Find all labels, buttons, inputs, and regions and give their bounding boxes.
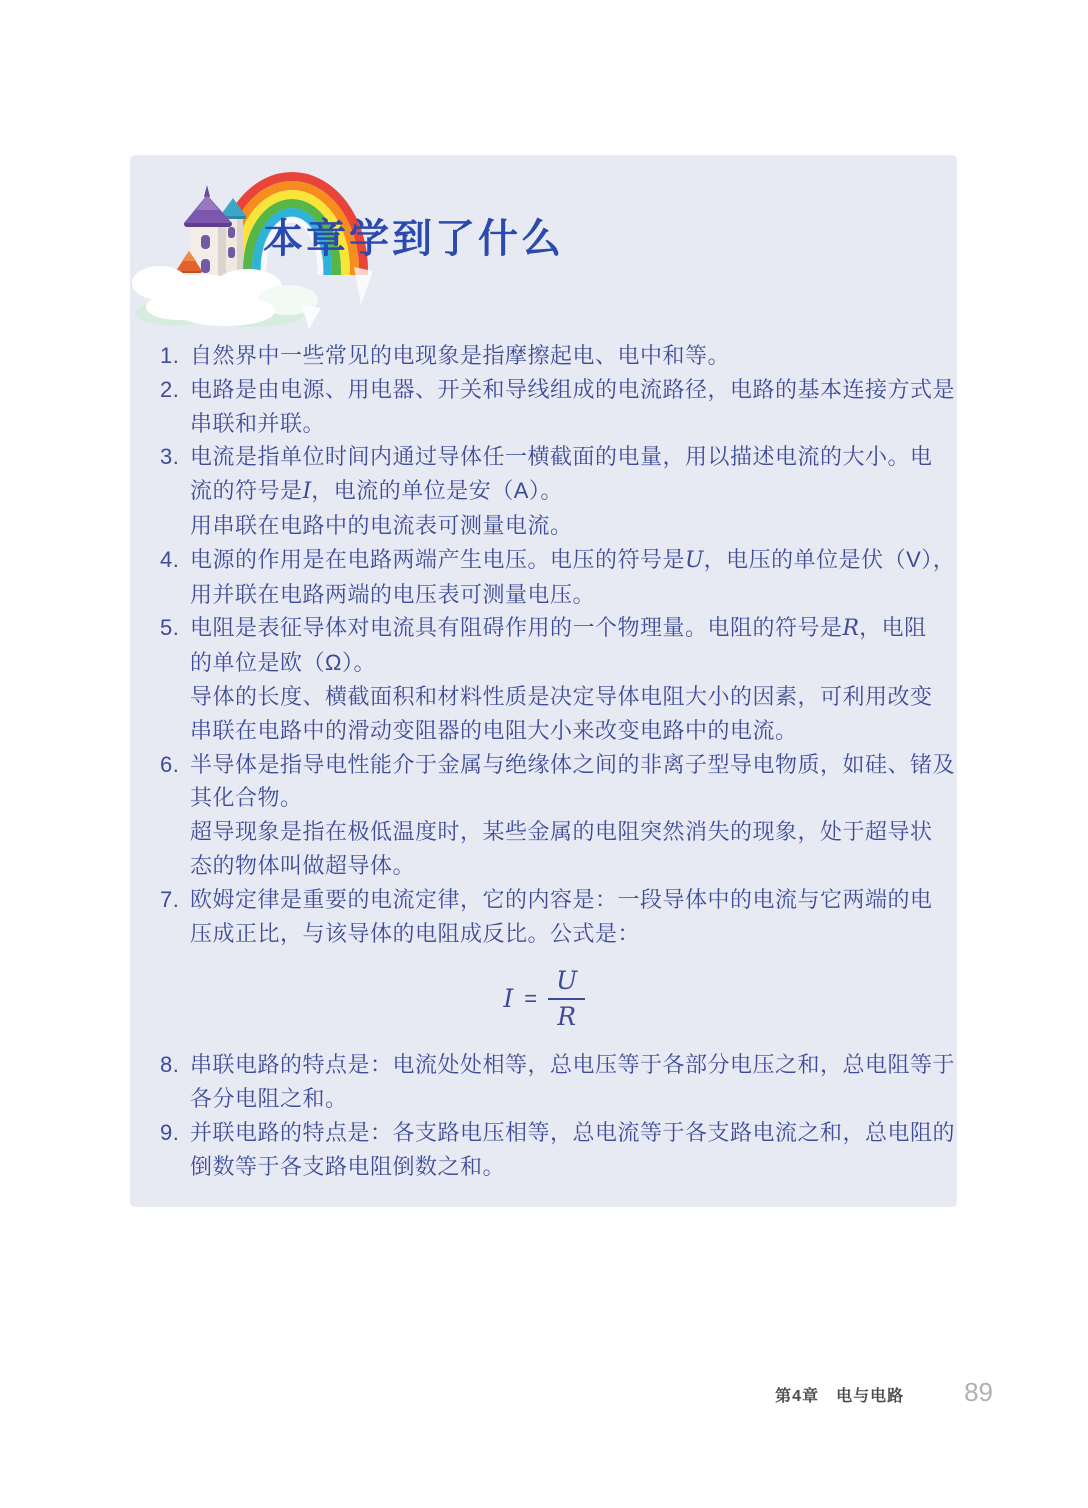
list-line: 电路是由电源、用电器、开关和导线组成的电流路径，电路的基本连接方式是	[190, 376, 956, 402]
list-line: 自然界中一些常见的电现象是指摩擦起电、电中和等。	[190, 343, 731, 368]
item-lines	[190, 1116, 955, 1184]
list-item	[160, 883, 932, 1049]
item-number: 6.	[160, 751, 180, 777]
list-line: 用串联在电路中的电流表可测量电流。	[190, 512, 573, 538]
page-footer	[0, 1379, 993, 1405]
list-item	[160, 748, 956, 883]
item-number: 7.	[160, 886, 180, 912]
item-lines	[190, 373, 955, 441]
rainbow-tail	[354, 267, 373, 305]
formula-resistance-symbol: R	[557, 1002, 577, 1032]
list-item	[160, 373, 956, 441]
cloud-icon	[132, 266, 318, 327]
item-lines	[190, 1048, 955, 1116]
list-item	[160, 1048, 956, 1116]
item-number: 5.	[160, 615, 180, 641]
list-line: 半导体是指导电性能介于金属与绝缘体之间的非离子型导电物质，如硅、锗及	[190, 751, 956, 777]
list-item	[160, 611, 932, 747]
list-line: 流的符号是I，电流的单位是安（A）。	[190, 478, 563, 505]
list-line: 电阻是表征导体对电流具有阻碍作用的一个物理量。电阻的符号是R，电阻	[190, 615, 927, 642]
list-line: 串联电路的特点是：电流处处相等，总电压等于各部分电压之和，总电阻等于	[190, 1052, 956, 1078]
chapter-label: 第4章 电与电路	[775, 1388, 905, 1405]
list-line: 的单位是欧（Ω）。	[190, 650, 376, 676]
item-number: 9.	[160, 1119, 180, 1145]
fraction-bar-icon	[548, 998, 585, 1000]
list-item	[160, 339, 932, 373]
item-number: 3.	[160, 444, 180, 470]
item-number: 1.	[160, 343, 180, 368]
item-lines	[190, 440, 933, 542]
ohms-law-formula	[173, 950, 916, 1048]
list-line: 超导现象是指在极低温度时，某些金属的电阻突然消失的现象，处于超导状	[190, 819, 933, 845]
list-line: 态的物体叫做超导体。	[190, 852, 416, 878]
list-line: 用并联在电路两端的电压表可测量电压。	[190, 581, 596, 607]
formula-voltage-symbol: U	[556, 966, 578, 996]
list-line: 压成正比，与该导体的电阻成反比。公式是：	[190, 920, 641, 946]
summary-list	[160, 339, 956, 1184]
item-number: 4.	[160, 546, 180, 572]
list-line: 欧姆定律是重要的电流定律，它的内容是：一段导体中的电流与它两端的电	[190, 886, 933, 912]
item-lines	[190, 748, 955, 883]
page-number: 89	[964, 1377, 993, 1407]
item-lines	[190, 339, 932, 373]
list-item	[160, 543, 956, 612]
section-title: 本章学到了什么	[263, 217, 564, 261]
formula-fraction	[548, 968, 585, 1031]
item-lines	[190, 883, 933, 1049]
list-line: 其化合物。	[190, 785, 303, 811]
item-lines	[190, 543, 955, 612]
item-number: 8.	[160, 1052, 180, 1078]
list-line: 串联和并联。	[190, 410, 326, 436]
list-line: 倒数等于各支路电阻倒数之和。	[190, 1153, 506, 1179]
list-line: 串联在电路中的滑动变阻器的电阻大小来改变电路中的电流。	[190, 717, 798, 743]
formula-current-symbol: I	[503, 984, 514, 1014]
list-line: 并联电路的特点是：各支路电压相等，总电流等于各支路电流之和，总电阻的	[190, 1119, 956, 1145]
list-item	[160, 440, 932, 542]
chapter-summary-panel	[130, 155, 957, 1207]
item-number: 2.	[160, 376, 180, 402]
list-line: 电源的作用是在电路两端产生电压。电压的符号是U，电压的单位是伏（V），	[190, 546, 956, 573]
streamer-icon	[302, 305, 321, 329]
formula-equals-sign: =	[524, 986, 538, 1012]
item-lines	[190, 611, 933, 747]
list-line: 电流是指单位时间内通过导体任一横截面的电量，用以描述电流的大小。电	[190, 444, 933, 470]
list-item	[160, 1116, 956, 1184]
list-line: 各分电阻之和。	[190, 1086, 348, 1112]
list-line: 导体的长度、横截面积和材料性质是决定导体电阻大小的因素，可利用改变	[190, 683, 933, 709]
